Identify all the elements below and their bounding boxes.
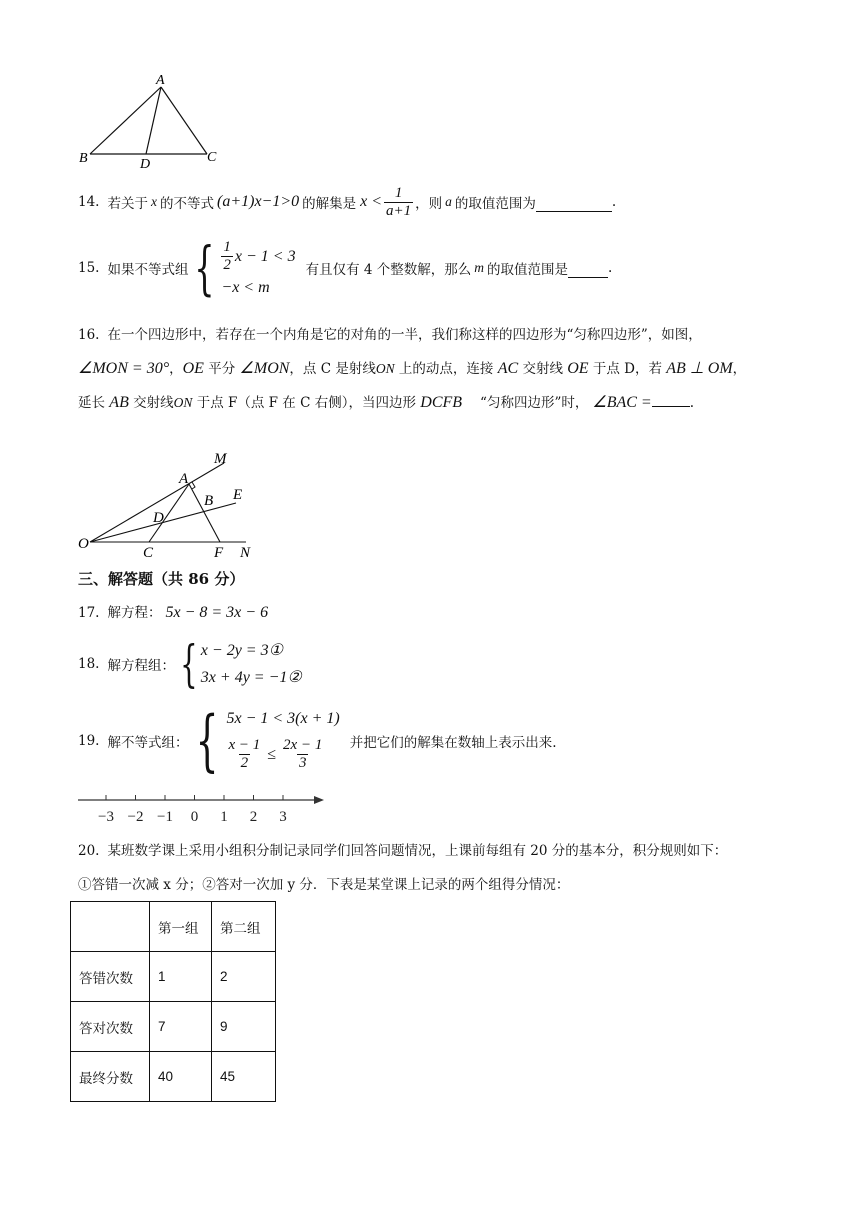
q14-fraction (384, 185, 413, 220)
q14-text-e: 的取值范围为 (454, 196, 536, 212)
number-line-label: −1 (157, 809, 173, 825)
q15-text-b: 有且仅有 4 个整数解，那么 (305, 262, 472, 278)
q19-system (188, 702, 340, 779)
question-15 (78, 234, 838, 302)
q16-oe: OE (182, 360, 204, 377)
q15-var-m: m (474, 260, 485, 275)
q20-line2: ①答错一次减 x 分；②答对一次加 y 分．下表是某堂课上记录的两个组得分情况： (78, 877, 570, 893)
fig16-label-n: N (240, 545, 251, 560)
table-cell: 7 (150, 1002, 212, 1052)
q18-brace-icon: { (180, 635, 198, 693)
table-cell: 40 (150, 1052, 212, 1102)
q16-text: 于点 F（点 F 在 C 右侧），当四边形 (192, 395, 421, 411)
q15-line2: −x < m (221, 278, 270, 296)
q14-var-x: x (150, 194, 157, 209)
section-3-heading: 三、解答题（共 86 分） (78, 570, 245, 588)
q19-brace-icon: { (195, 702, 220, 779)
table-header-cell (71, 902, 150, 952)
table-row (71, 1002, 276, 1052)
q14-answer-blank[interactable] (536, 193, 612, 212)
q16-text: ， (732, 361, 747, 377)
table-header-cell: 第二组 (212, 902, 276, 952)
q16-ab: AB (109, 394, 129, 411)
q16-ac: AC (497, 360, 519, 377)
q19-frac2 (281, 737, 324, 772)
table-header-cell: 第一组 (150, 902, 212, 952)
fig13-label-c: C (207, 150, 217, 165)
q14-frac-num: 1 (394, 184, 403, 201)
fig16-label-e: E (233, 487, 243, 503)
table-cell: 9 (212, 1002, 276, 1052)
table-row (71, 1052, 276, 1102)
fig16-label-m: M (214, 451, 227, 467)
question-16 (78, 318, 848, 420)
q17-text: 解方程： (107, 605, 162, 621)
q16-text: “匀称四边形”时， (480, 395, 589, 411)
q19-eq2 (224, 737, 339, 772)
table-cell: 2 (212, 952, 276, 1002)
q14-solution-lhs: x < (360, 193, 383, 210)
q15-line1-fraction (221, 239, 233, 274)
q16-text: ， (169, 361, 183, 377)
number-line-label: 0 (190, 809, 199, 825)
number-line-label: 1 (220, 809, 228, 825)
fig13-label-a: A (156, 73, 165, 88)
q16-text: 交射线 (128, 395, 174, 411)
q16-oe: OE (567, 360, 589, 377)
q19-frac2-den: 3 (298, 755, 307, 772)
q16-text: 交射线 (518, 361, 568, 377)
angle-figure (76, 448, 266, 560)
q16-text: 上的动点，连接 (394, 361, 498, 377)
q14-text-b: 的不等式 (159, 196, 214, 212)
q19-number: 19. (78, 733, 100, 749)
table-cell: 答对次数 (71, 1002, 150, 1052)
fig16-label-a: A (179, 471, 189, 487)
q18-eq1: x − 2y = 3① (200, 641, 283, 659)
question-17 (78, 600, 268, 626)
fig16-label-c: C (143, 545, 154, 560)
table-row (71, 952, 276, 1002)
q16-line1-text: 在一个四边形中，若存在一个内角是它的对角的一半，我们称这样的四边形为“匀称四边形”，如图， (107, 327, 702, 343)
table-cell: 答错次数 (71, 952, 150, 1002)
q16-number: 16. (78, 327, 100, 343)
q18-text: 解方程组： (107, 658, 175, 674)
q16-dcfb: DCFB (420, 394, 463, 411)
q16-on: ON (173, 395, 193, 410)
triangle-figure (76, 72, 226, 170)
question-18 (78, 636, 302, 692)
q15-text-c: 的取值范围是 (487, 262, 569, 278)
q16-answer-blank[interactable] (652, 388, 690, 407)
fig16-label-d: D (153, 510, 164, 526)
q16-perp: AB ⊥ OM (666, 360, 733, 377)
fig16-label-o: O (78, 536, 89, 552)
q18-number: 18. (78, 656, 100, 672)
q20-number: 20. (78, 843, 100, 859)
q14-text-d: ，则 (415, 196, 443, 212)
q19-frac1-num: x − 1 (228, 737, 261, 754)
q14-text-a: 若关于 (107, 196, 148, 212)
q19-eq1: 5x − 1 < 3(x + 1) (226, 709, 340, 727)
q14-inequality: (a+1)x−1>0 (216, 193, 300, 210)
q18-eq2: 3x + 4y = −1② (200, 668, 302, 686)
score-table (70, 901, 276, 1102)
q19-tail: 并把它们的解集在数轴上表示出来. (349, 735, 557, 751)
q18-system (175, 637, 302, 691)
number-line-label: 2 (249, 809, 258, 825)
q16-text: ，点 C 是射线 (289, 361, 376, 377)
question-19 (78, 704, 557, 778)
q19-text: 解不等式组： (107, 735, 189, 751)
number-line-label: −3 (98, 809, 114, 825)
q15-line1-rest: x − 1 < 3 (234, 247, 296, 265)
q15-frac-den: 2 (223, 257, 231, 274)
q14-text-c: 的解集是 (302, 196, 357, 212)
fig16-label-b: B (204, 493, 214, 509)
q16-line2 (78, 352, 848, 386)
fig13-label-b: B (79, 151, 88, 166)
q16-on: ON (375, 361, 395, 376)
q16-angle-bac: ∠BAC = (592, 394, 652, 411)
q16-text: 平分 (203, 361, 240, 377)
q19-frac2-num: 2x − 1 (283, 737, 323, 754)
q19-frac1 (226, 737, 262, 772)
q14-number: 14. (78, 194, 100, 210)
q16-angle: ∠MON (239, 360, 290, 377)
q16-line1 (78, 318, 848, 352)
q17-number: 17. (78, 605, 100, 621)
q15-number: 15. (78, 260, 100, 276)
q15-text-a: 如果不等式组 (107, 262, 189, 278)
number-line (76, 790, 328, 830)
q19-frac1-den: 2 (240, 755, 249, 772)
q15-frac-num: 1 (223, 239, 231, 256)
q16-text: 于点 D，若 (588, 361, 667, 377)
q16-text: 延长 (78, 395, 110, 411)
q15-brace-icon: { (194, 234, 216, 302)
q15-answer-blank[interactable] (568, 259, 608, 278)
table-cell: 1 (150, 952, 212, 1002)
q16-line3 (78, 386, 848, 420)
table-header-row (71, 902, 276, 952)
q14-end: . (611, 194, 617, 210)
q15-end: . (608, 260, 613, 276)
q14-frac-den: a+1 (386, 202, 412, 219)
q19-leq: ≤ (267, 745, 277, 763)
question-14 (78, 180, 838, 224)
q16-end: . (689, 395, 695, 411)
question-20 (78, 834, 848, 902)
q15-line1 (219, 239, 295, 274)
table-cell: 最终分数 (71, 1052, 150, 1102)
table-cell: 45 (212, 1052, 276, 1102)
fig16-label-f: F (214, 545, 224, 560)
fig13-label-d: D (140, 157, 151, 170)
q16-angle-mon: ∠MON = 30° (78, 360, 170, 377)
q15-system (188, 234, 296, 302)
q20-line1: 某班数学课上采用小组积分制记录同学们回答问题情况，上课前每组有 20 分的基本分，积分规则如下： (107, 843, 728, 859)
q14-var-a: a (445, 194, 452, 209)
number-line-label: −2 (127, 809, 144, 825)
number-line-label: 3 (279, 809, 287, 825)
q17-equation: 5x − 8 = 3x − 6 (165, 604, 269, 621)
